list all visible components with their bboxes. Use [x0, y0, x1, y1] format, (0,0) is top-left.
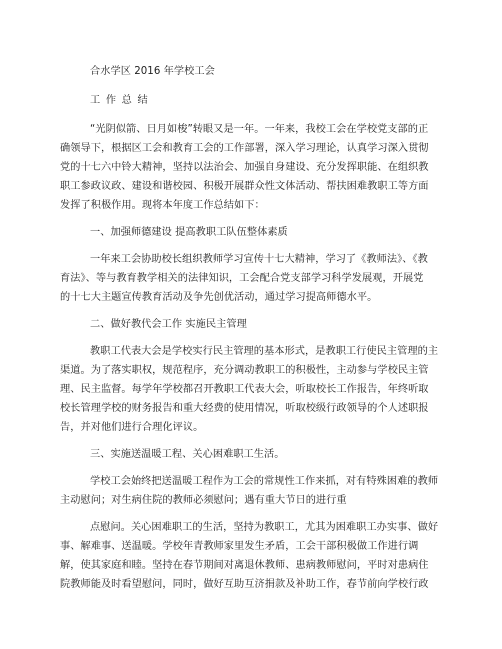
section-line: 校长管理学校的财务报告和重大经费的使用情况，听取校级行政领导的个人述职报	[60, 403, 429, 414]
section-line: 主动慰问；对生病住院的教师必须慰问；遇有重大节日的进行重	[60, 495, 347, 506]
section-line: 学校工会始终把送温暖工程作为工会的常规性工作来抓，对有特殊困难的教师	[90, 476, 439, 487]
section-line: 一年来工会协助校长组织教师学习宣传十七大精神，学习了《教师法》、《教	[90, 254, 428, 265]
section-line: 事、解难事、送温暖。学校年青教师家里发生矛盾，工会干部积极做工作进行调	[60, 541, 419, 552]
document-title: 合水学区 2016 年学校工会	[90, 66, 215, 77]
section-line: 渠道。为了落实职权，规范程序，充分调动教职工的积极性，主动参与学校民主管	[60, 365, 429, 376]
section-line: 育法》、等与教育教学相关的法律知识，工会配合党支部学习科学发展观，开展党	[60, 273, 424, 284]
section-heading: 一、加强师德建设 提高教职工队伍整体素质	[90, 227, 288, 238]
section-line: 的十七大主题宣传教育活动及争先创优活动，通过学习提高师德水平。	[60, 292, 378, 303]
intro-line: “光阴似箭、日月如梭”转眼又是一年。一年来，我校工会在学校党支部的正	[90, 124, 429, 135]
section-line: 告，并对他们进行合理化评议。	[60, 422, 204, 433]
intro-line: 职工参政议政、建设和谐校园、积极开展群众性文体活动、帮扶困难教职工等方面	[60, 181, 429, 192]
document-subtitle: 工 作 总 结	[90, 95, 149, 106]
section-line: 解，使其家庭和睦。坚持在春节期间对离退休教师、患病教师慰问，平时对患病住	[60, 560, 429, 571]
intro-line: 党的十七六中铃大精神，坚持以法治会、加强自身建设、充分发挥职能、在组织教	[60, 162, 429, 173]
section-line: 理、民主监督。每学年学校都召开教职工代表大会，听取校长工作报告，年终听取	[60, 384, 429, 395]
section-heading: 二、做好教代会工作 实施民主管理	[90, 319, 247, 330]
section-heading: 三、实施送温暖工程、关心困难职工生活。	[90, 449, 285, 460]
section-line: 点慰问。关心困难职工的生活，坚持为教职工，尤其为困难职工办实事、做好	[90, 522, 439, 533]
section-line: 院教师能及时看望慰问，同时，做好互助互济捐款及补助工作，春节前向学校行政	[60, 579, 429, 590]
intro-line: 发挥了积极作用。现将本年度工作总结如下：	[60, 200, 265, 211]
intro-line: 确领导下，根据区工会和教育工会的工作部署，深入学习理论，认真学习深入贯彻	[60, 143, 429, 154]
section-line: 教职工代表大会是学校实行民主管理的基本形式，是教职工行使民主管理的主	[90, 346, 439, 357]
